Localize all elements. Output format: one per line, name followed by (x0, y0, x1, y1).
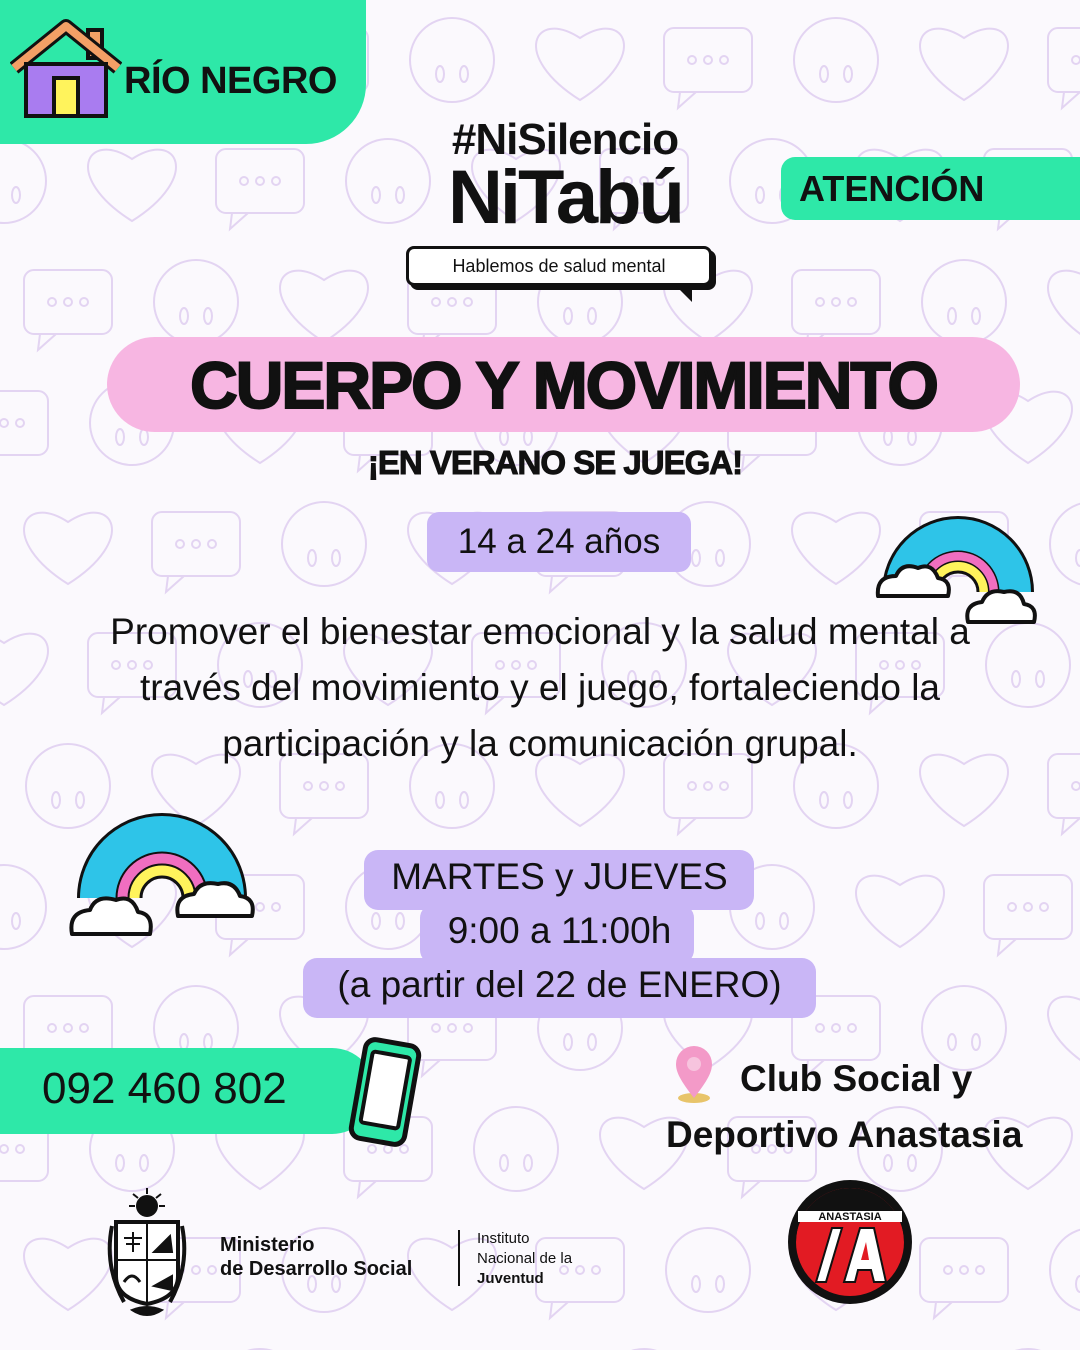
institute-name-line3: Juventud (477, 1270, 544, 1287)
attention-tab (781, 157, 1080, 220)
venue-line2: Deportivo Anastasia (666, 1114, 1023, 1155)
pattern-heart-icon (792, 513, 880, 584)
pattern-heart-icon (24, 1239, 112, 1310)
phone-number: 092 460 802 (42, 1064, 287, 1113)
pattern-smiley-icon (282, 502, 366, 586)
pattern-smiley-icon (794, 18, 878, 102)
ministry-name-line1: Ministerio (220, 1234, 315, 1256)
speech-bubble-tail (676, 286, 692, 302)
pattern-smiley-icon (986, 623, 1070, 707)
pattern-bubble-icon (920, 1238, 1008, 1318)
page-title: CUERPO Y MOVIMIENTO (190, 347, 937, 422)
pattern-smiley-icon (0, 139, 46, 223)
pattern-smiley-icon (922, 260, 1006, 344)
pattern-bubble-icon (24, 270, 112, 350)
ministry-name-line2: de Desarrollo Social (220, 1258, 413, 1280)
pattern-smiley-icon (474, 1107, 558, 1191)
phone-icon (342, 1036, 428, 1148)
pattern-bubble-icon (216, 149, 304, 229)
campaign-hashtag-line1: #NiSilencio (451, 115, 679, 164)
pattern-heart-icon (280, 271, 368, 342)
pattern-heart-icon (536, 29, 624, 100)
title-pill (107, 337, 1020, 432)
pattern-bubble-icon (1048, 28, 1080, 108)
pattern-smiley-icon (666, 1228, 750, 1312)
schedule-hours: 9:00 a 11:00h (447, 910, 672, 951)
pattern-bubble-icon (152, 512, 240, 592)
campaign-tagline-bubble (406, 246, 712, 286)
subtitle: ¡EN VERANO SE JUEGA! (367, 444, 743, 481)
campaign-tagline: Hablemos de salud mental (452, 255, 666, 276)
pattern-smiley-icon (410, 18, 494, 102)
pattern-heart-icon (1048, 997, 1080, 1068)
age-range-badge (427, 512, 691, 572)
pattern-heart-icon (1048, 271, 1080, 342)
coat-of-arms-logo (102, 1186, 192, 1322)
pattern-heart-icon (88, 150, 176, 221)
pattern-bubble-icon (1048, 754, 1080, 834)
pattern-bubble-icon (0, 391, 48, 471)
pattern-smiley-icon (1050, 1228, 1080, 1312)
age-range-label: 14 a 24 años (457, 522, 661, 561)
pattern-heart-icon (0, 634, 48, 705)
venue-line1: Club Social y (740, 1058, 973, 1099)
pattern-heart-icon (24, 513, 112, 584)
institute-name-line2: Nacional de la (477, 1250, 573, 1267)
schedule-days: MARTES y JUEVES (391, 856, 728, 897)
pattern-heart-icon (920, 29, 1008, 100)
schedule-start: (a partir del 22 de ENERO) (337, 964, 782, 1005)
institute-name-line1: Instituto (477, 1230, 530, 1247)
pattern-smiley-icon (0, 865, 46, 949)
club-anastasia-logo (786, 1178, 914, 1306)
pattern-bubble-icon (984, 875, 1072, 955)
footer-separator (458, 1230, 460, 1286)
location-label: RÍO NEGRO (124, 60, 337, 102)
pattern-heart-icon (856, 876, 944, 947)
map-pin-icon (670, 1044, 718, 1104)
campaign-hashtag-line2: NiTabú (448, 155, 682, 240)
description: Promover el bienestar emocional y la salud mental a través del movimiento y el juego, fortaleciendo la participación y la comunicación grupal. (110, 611, 970, 764)
attention-label: ATENCIÓN (799, 167, 985, 209)
rainbow-icon (64, 794, 258, 940)
club-logo-name: ANASTASIA (818, 1211, 882, 1223)
pattern-smiley-icon (154, 260, 238, 344)
pattern-smiley-icon (1050, 502, 1080, 586)
pattern-bubble-icon (664, 28, 752, 108)
house-icon (10, 18, 122, 120)
